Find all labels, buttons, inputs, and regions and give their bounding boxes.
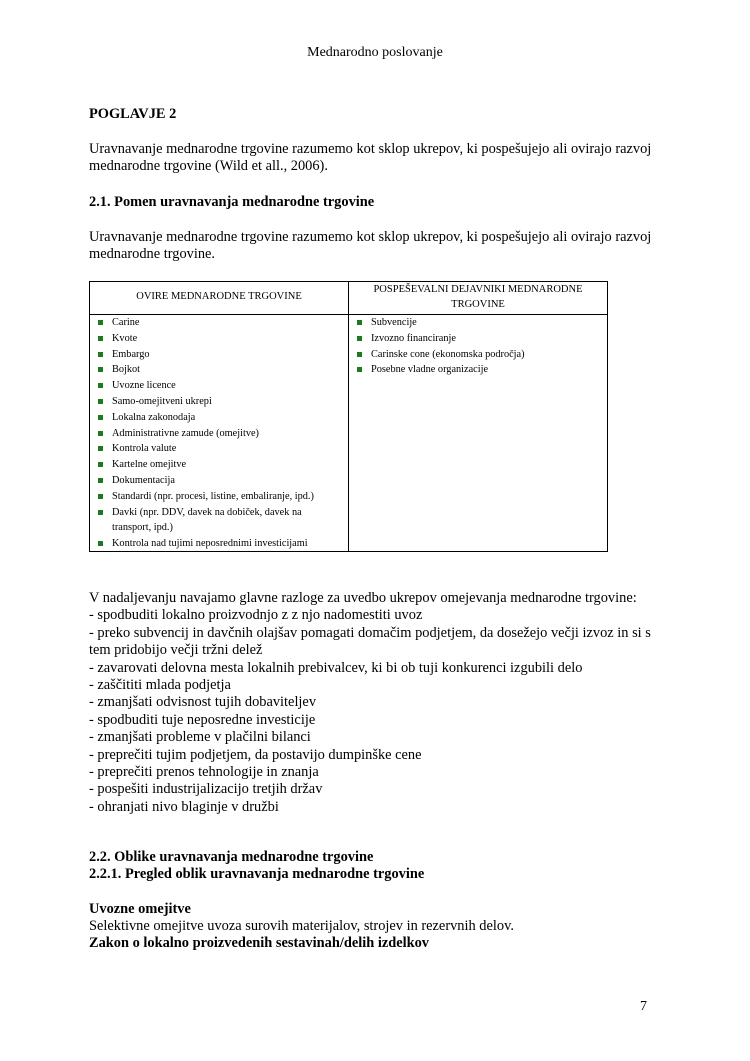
list-item: Kartelne omejitve: [94, 457, 344, 473]
list-item: Carine: [94, 315, 344, 331]
reason-item: - spodbuditi tuje neposredne investicije: [89, 711, 316, 728]
list-item: Davki (npr. DDV, davek na dobiček, davek na transport, ipd.): [94, 505, 344, 537]
promoters-list: [353, 315, 603, 378]
chapter-title: POGLAVJE 2: [89, 106, 177, 122]
section-2-2-heading: 2.2. Oblike uravnavanja mednarodne trgovine: [89, 849, 374, 865]
list-item: Subvencije: [353, 315, 603, 331]
reasons-section: [89, 590, 664, 816]
list-item: Kvote: [94, 331, 344, 347]
reason-item: - spodbuditi lokalno proizvodnjo z z njo nadomestiti uvoz: [89, 607, 423, 624]
list-item: Uvozne licence: [94, 378, 344, 394]
list-item: Lokalna zakonodaja: [94, 410, 344, 426]
reason-item: - zmanjšati probleme v plačilni bilanci: [89, 729, 311, 746]
list-item: Kontrola nad tujimi neposrednimi investicijami: [94, 536, 344, 552]
section-2-1-text: Uravnavanje mednarodne trgovine razumemo kot sklop ukrepov, ki pospešujejo ali ovirajo razvoj mednarodne trgovine.: [89, 229, 652, 263]
list-item: Embargo: [94, 347, 344, 363]
list-item: Administrativne zamude (omejitve): [94, 426, 344, 442]
table-header-barriers: OVIRE MEDNARODNE TRGOVINE: [136, 291, 302, 302]
list-item: Carinske cone (ekonomska področja): [353, 347, 603, 363]
list-item: Samo-omejitveni ukrepi: [94, 394, 344, 410]
import-restrictions-text: Selektivne omejitve uvoza surovih materijalov, strojev in rezervnih delov.: [89, 918, 514, 934]
list-item: Standardi (npr. procesi, listine, embaliranje, ipd.): [94, 489, 344, 505]
reason-item: - ohranjati nivo blaginje v družbi: [89, 798, 279, 815]
intro-paragraph: Uravnavanje mednarodne trgovine razumemo kot sklop ukrepov, ki pospešujejo ali ovirajo razvoj mednarodne trgovine (Wild et all., 2006).: [89, 141, 652, 175]
reason-item: - pospešiti industrijalizacijo tretjih držav: [89, 781, 323, 798]
page-header: Mednarodno poslovanje: [307, 45, 443, 60]
barriers-list: [94, 315, 344, 552]
reason-item: - preprečiti prenos tehnologije in znanja: [89, 764, 319, 781]
section-2-1-heading: 2.1. Pomen uravnavanja mednarodne trgovine: [89, 194, 375, 210]
reason-item: - zavarovati delovna mesta lokalnih prebivalcev, ki bi ob tuji konkurenci izgubili delo: [89, 659, 583, 676]
reason-item: - preprečiti tujim podjetjem, da postavijo dumpinške cene: [89, 746, 422, 763]
page-number: 7: [640, 999, 647, 1014]
reason-item: - zaščititi mlada podjetja: [89, 677, 231, 694]
list-item: Posebne vladne organizacije: [353, 362, 603, 378]
import-restrictions-heading: Uvozne omejitve: [89, 901, 191, 917]
list-item: Dokumentacija: [94, 473, 344, 489]
list-item: Izvozno financiranje: [353, 331, 603, 347]
list-item: Bojkot: [94, 362, 344, 378]
reason-item: - preko subvencij in davčnih olajšav pomagati domačim podjetjem, da dosežejo večji izvoz in si s tem pridobijo večji tržni delež: [89, 624, 651, 659]
section-2-2-1-heading: 2.2.1. Pregled oblik uravnavanja mednarodne trgovine: [89, 866, 425, 882]
trade-factors-table: [89, 281, 608, 552]
table-column-divider: [348, 282, 349, 551]
reasons-intro: V nadaljevanju navajamo glavne razloge za uvedbo ukrepov omejevanja mednarodne trgovine:: [89, 590, 637, 606]
local-content-law-heading: Zakon o lokalno proizvedenih sestavinah/delih izdelkov: [89, 935, 429, 951]
table-header-promoters: POSPEŠEVALNI DEJAVNIKI MEDNARODNE TRGOVINE: [373, 284, 583, 310]
list-item: Kontrola valute: [94, 441, 344, 457]
reason-item: - zmanjšati odvisnost tujih dobaviteljev: [89, 694, 317, 711]
